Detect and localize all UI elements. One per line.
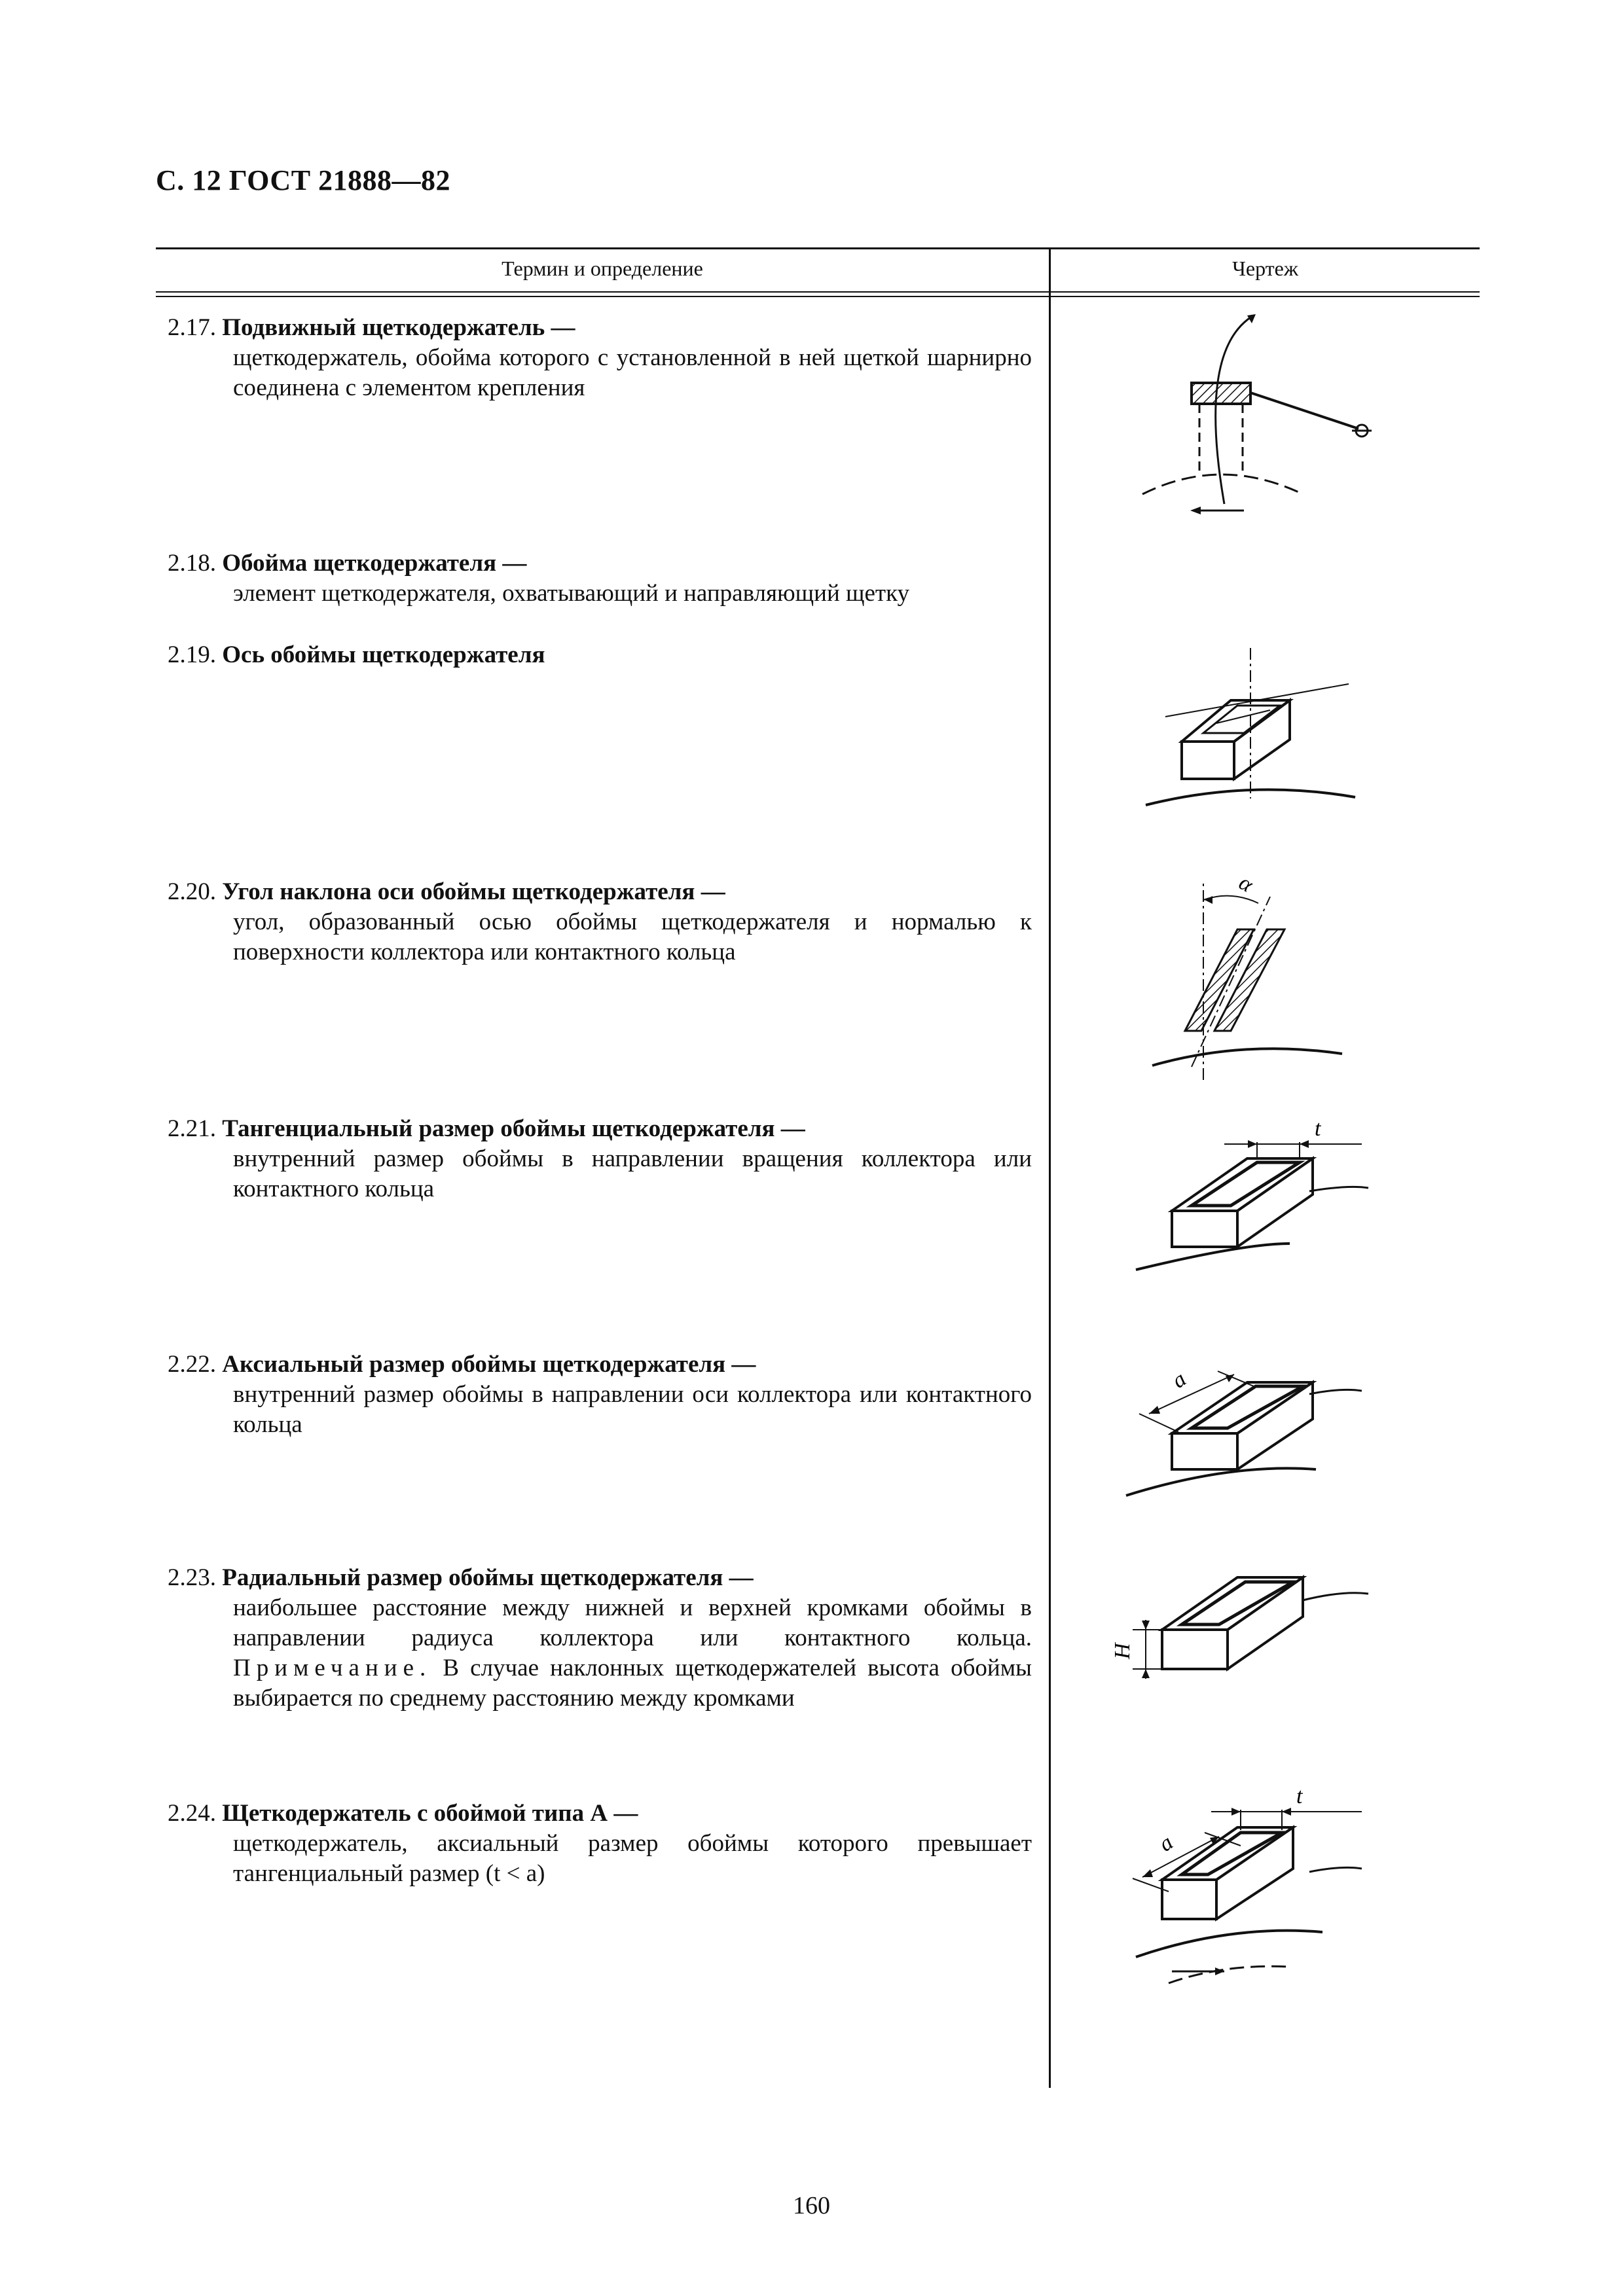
alpha-label: α [1235, 870, 1257, 897]
table-head-rule-2 [156, 296, 1480, 297]
drawing-inclination-angle [1139, 864, 1401, 1080]
entry-2-21: 2.21. Тангенциальный размер обоймы щеткодержателя — внутренний размер обоймы в направлении вращения коллектора или контактного кольца [168, 1114, 1032, 1204]
entry-definition: элемент щеткодержателя, охватывающий и направляющий щетку [233, 580, 910, 607]
drawing-tangential-size [1126, 1106, 1401, 1283]
note-label: Примечание. [233, 1655, 432, 1681]
drawing-movable-brush-holder [1113, 308, 1408, 530]
page-number: 160 [793, 2192, 830, 2219]
column-divider [1049, 247, 1051, 2088]
entry-2-19: 2.19. Ось обоймы щеткодержателя [168, 641, 545, 668]
entry-2-24: 2.24. Щеткодержатель с обоймой типа А — щеткодержатель, аксиальный размер обоймы которого превышает тангенциальный размер (t < a) [168, 1799, 1032, 1889]
drawing-holder-axis [1126, 648, 1401, 825]
a-label: a [1154, 1830, 1178, 1857]
note-text: В случае наклонных щеткодержателей высота обоймы выбирается по среднему расстоянию между кромками [233, 1655, 1032, 1712]
t-label: t [1315, 1117, 1321, 1141]
entry-2-17: 2.17. Подвижный щеткодержатель — щеткодержатель, обойма которого с установленной в ней щеткой шарнирно соединена с элементом крепления [168, 313, 1032, 403]
h-label: H [1110, 1643, 1135, 1659]
entry-definition: угол, образованный осью обоймы щеткодержателя и нормалью к поверхности коллектора или контактного кольца [233, 908, 1032, 965]
drawing-radial-size [1106, 1551, 1401, 1695]
drawing-holder-type-a [1106, 1780, 1401, 1990]
entry-definition: щеткодержатель, обойма которого с установленной в ней щеткой шарнирно соединена с элементом крепления [233, 344, 1032, 401]
entry-definition: внутренний размер обоймы в направлении оси коллектора или контактного кольца [233, 1381, 1032, 1438]
page-header: С. 12 ГОСТ 21888—82 [156, 164, 451, 196]
entry-definition: внутренний размер обоймы в направлении вращения коллектора или контактного кольца [233, 1145, 1032, 1202]
t-label: t [1296, 1784, 1303, 1808]
drawing-axial-size [1113, 1335, 1401, 1505]
entry-definition: щеткодержатель, аксиальный размер обоймы которого превышает тангенциальный размер (t < a) [233, 1830, 1032, 1887]
entry-2-20: 2.20. Угол наклона оси обоймы щеткодержателя — угол, образованный осью обоймы щеткодержателя и нормалью к поверхности коллектора или контактного кольца [168, 877, 1032, 967]
table-head-rule [156, 291, 1480, 293]
entry-2-18: 2.18. Обойма щеткодержателя — элемент щеткодержателя, охватывающий и направляющий щетку [168, 548, 1032, 609]
a-label: a [1167, 1367, 1191, 1393]
table-top-rule [156, 247, 1480, 249]
column-header-term: Термин и определение [501, 257, 703, 280]
entry-2-22: 2.22. Аксиальный размер обоймы щеткодержателя — внутренний размер обоймы в направлении оси коллектора или контактного кольца [168, 1350, 1032, 1440]
column-header-drawing: Чертеж [1232, 257, 1298, 280]
entry-2-23: 2.23. Радиальный размер обоймы щеткодержателя — наибольшее расстояние между нижней и верхней кромками обоймы в направлении радиуса коллектора или контактного кольца. Примечание. В случае наклонных щеткодержателей высота обоймы выбирается по среднему расстоянию между кромками [168, 1563, 1032, 1713]
entry-definition: наибольшее расстояние между нижней и верхней кромками обоймы в направлении радиуса коллектора или контактного кольца. Примечание. В случае наклонных щеткодержателей высота обоймы выбирается по среднему расстоянию между кромками [233, 1594, 1032, 1712]
